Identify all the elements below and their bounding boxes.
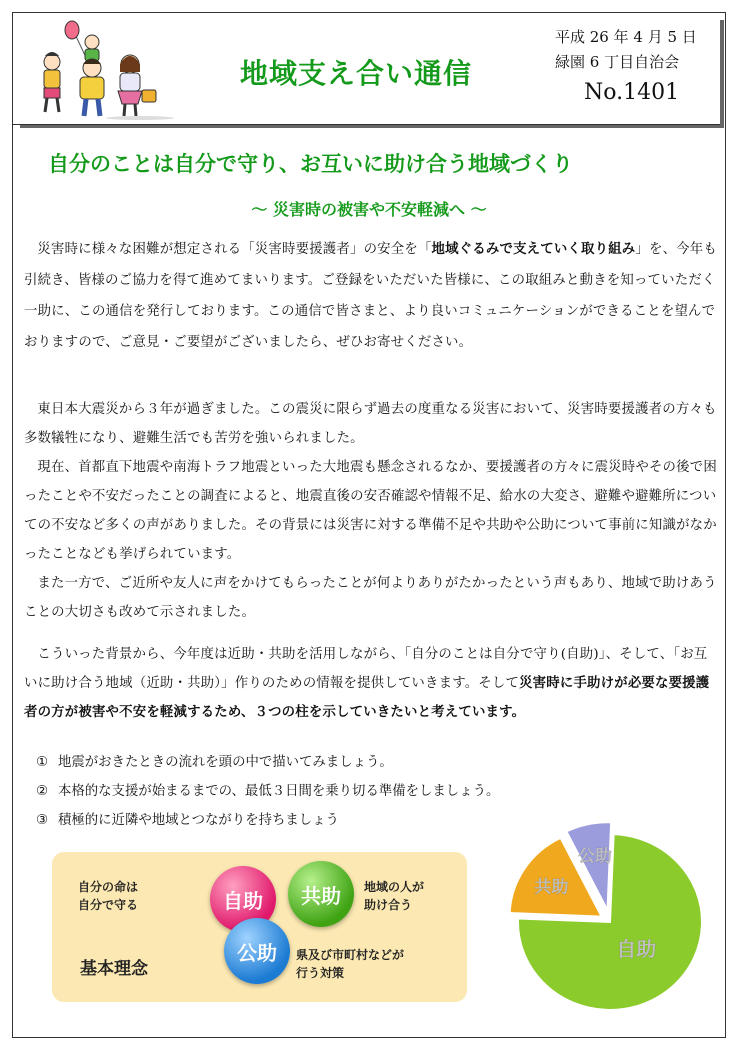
public-help-desc-line: 行う対策: [296, 966, 345, 980]
paragraph-survey: 現在、首都直下地震や南海トラフ地震といった大地震も懸念されるなか、要援護者の方々に震災時やその後で困ったことや不安だったことの調査によると、地震直後の安否確認や情報不足、給水の大変さ、避難や避難所についての不安など多くの声がありました。その背景には災害に対する準備不足や共助や公助について事前に知識がなかったことなども挙げられています。: [24, 460, 717, 562]
paragraph-plan-emphasis: 災害時に手助けが必要な要援護者の方が被害や不安を軽減するため、３つの柱を示していきたいと考えています。: [24, 675, 710, 720]
pillar-text: 本格的な支援が始まるまでの、最低３日間を乗り切る準備をしましょう。: [58, 784, 500, 799]
paragraph-neighbors: また一方で、ご近所や友人に声をかけてもらったことが何よりありがたかったという声もあり、地域で助けあうことの大切さも改めて示されました。: [24, 576, 717, 620]
self-help-desc-line: 自分の命は: [78, 880, 139, 894]
list-item: [36, 777, 499, 806]
issue-date: 平成 26 年 4 月 5 日: [555, 28, 697, 46]
paragraph-plan: [24, 640, 720, 727]
public-help-circle: 公助: [224, 918, 290, 984]
mutual-help-desc-line: 地域の人が: [364, 880, 425, 894]
pillar-number: ②: [36, 784, 49, 799]
pie-label-jijo: 自助: [616, 937, 657, 962]
header-meta: [555, 25, 697, 75]
paragraph-background: [24, 395, 720, 627]
self-help-desc-line: 自分で守る: [78, 898, 139, 912]
self-help-description: [78, 878, 138, 914]
paragraph-earthquake: 東日本大震災から３年が過ぎました。この震災に限らず過去の度重なる災害において、災害時要援護者の方々も多数犠牲になり、避難生活でも苦労を強いられました。: [24, 402, 717, 446]
family-illustration: [30, 20, 190, 120]
pillar-number: ①: [36, 755, 49, 770]
mutual-help-desc-line: 助け合う: [364, 898, 413, 912]
pillar-text: 地震がおきたときの流れを頭の中で描いてみましょう。: [58, 755, 393, 770]
self-help-circle: 自助: [210, 866, 276, 932]
pillar-number: ③: [36, 813, 49, 828]
paragraph-intro: [24, 234, 720, 358]
organization-name: 緑園 6 丁目自治会: [555, 53, 680, 71]
mutual-help-circle: 共助: [288, 861, 354, 927]
basic-concept-diagram: [52, 852, 467, 1002]
issue-number: No.1401: [584, 80, 680, 105]
paragraph-plan-a: こういった背景から、今年度は近助・共助を活用しながら、「自分のことは自分で守り(自助)」、そして、「お互いに助け合う地域（近助・共助）」作りのための情報を提供していきます。そして: [24, 647, 708, 691]
list-item: [36, 748, 499, 777]
public-help-description: [296, 946, 404, 982]
paragraph-intro-emphasis: 地域ぐるみで支えていく取り組み: [431, 241, 636, 257]
mutual-help-description: [364, 878, 424, 914]
header-shadow: [720, 20, 724, 126]
headline: 自分のことは自分で守り、お互いに助け合う地域づくり: [48, 152, 573, 176]
public-help-desc-line: 県及び市町村などが: [296, 948, 405, 962]
concept-title: 基本理念: [80, 959, 148, 979]
pillar-text: 積極的に近隣や地域とつながりを持ちましょう: [58, 813, 339, 828]
help-share-pie-chart: [498, 818, 718, 1018]
pie-label-kyojo: 共助: [534, 877, 569, 898]
subheadline: ～ 災害時の被害や不安軽減へ ～: [251, 200, 487, 219]
paragraph-intro-c: 」を、今年も引続き、皆様のご協力を得て進めてまいります。ご登録をいただいた皆様に、この取組みと動きを知っていただく一助に、この通信を発行しております。この通信で皆さまと、より良いコミュニケーションができることを望んでおりますので、ご意見・ご要望がございましたら、ぜひお寄せください。: [24, 242, 717, 350]
list-item: [36, 806, 499, 835]
pie-label-kojo: 公助: [577, 846, 612, 867]
paragraph-intro-a: 災害時に様々な困難が想定される「災害時要援護者」の安全を「: [37, 242, 432, 257]
newsletter-title: 地域支え合い通信: [240, 57, 473, 90]
pillar-list: [36, 748, 499, 835]
